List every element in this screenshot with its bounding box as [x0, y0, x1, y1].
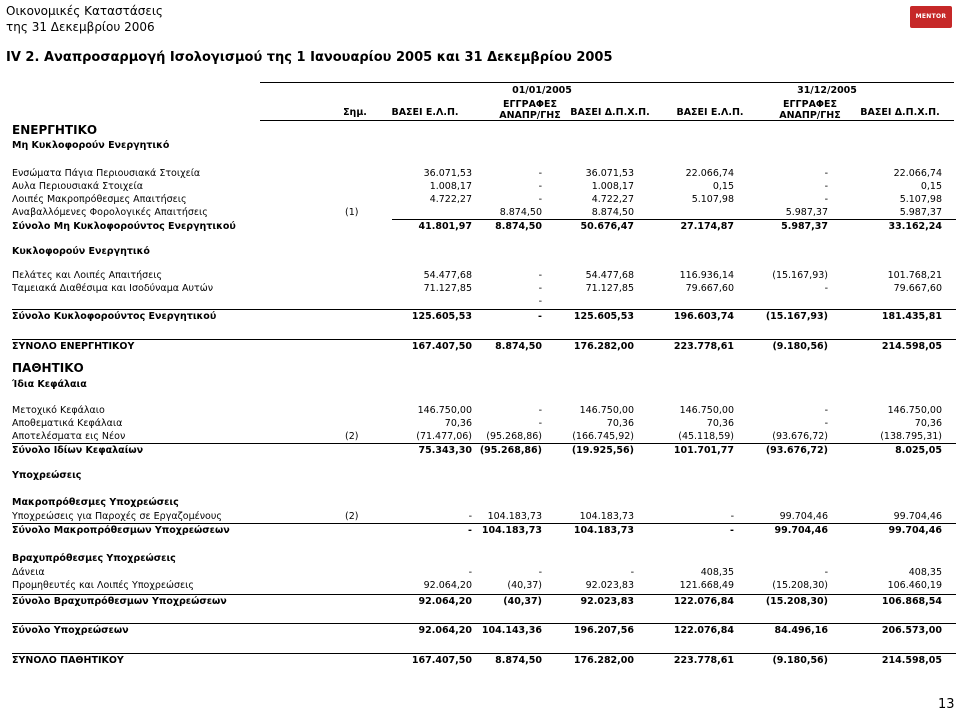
row-label: Μετοχικό Κεφάλαιο — [12, 405, 105, 416]
col-elp-2: ΒΑΣΕΙ Ε.Λ.Π. — [676, 107, 744, 118]
cell: - — [824, 181, 828, 192]
row-note: (2) — [345, 431, 359, 442]
cell: (9.180,56) — [772, 655, 828, 666]
date-header-1: 01/01/2005 — [512, 85, 572, 96]
row-label: Ενσώματα Πάγια Περιουσιακά Στοιχεία — [12, 168, 201, 179]
row-label: Αυλα Περιουσιακά Στοιχεία — [12, 181, 143, 192]
logo-text: MENTOR — [915, 13, 947, 20]
section-title-text: Αναπροσαρμογή Ισολογισμού της 1 Ιανουαρίου 2005 και 31 Δεκεμβρίου 2005 — [44, 50, 613, 65]
rule — [12, 443, 956, 444]
total-row — [0, 340, 960, 353]
cell: 104.183,73 — [487, 511, 542, 522]
rule — [12, 339, 956, 340]
row-label: ΣΥΝΟΛΟ ΕΝΕΡΓΗΤΙΚΟΥ — [12, 341, 135, 352]
liabilities-heading: ΠΑΘΗΤΙΚΟ — [12, 361, 84, 375]
cell: 70,36 — [914, 418, 942, 429]
equity-heading: Ίδια Κεφάλαια — [12, 379, 87, 390]
cell: 214.598,05 — [881, 655, 942, 666]
cell: - — [824, 194, 828, 205]
cell: - — [468, 525, 472, 536]
header-line-1: Οικονομικές Καταστάσεις — [6, 4, 163, 18]
cell: 22.066,74 — [893, 168, 942, 179]
rule — [12, 653, 956, 654]
table-row — [0, 193, 960, 206]
row-label: Σύνολο Υποχρεώσεων — [12, 625, 129, 636]
cell: 0,15 — [712, 181, 734, 192]
cell: 214.598,05 — [881, 341, 942, 352]
shortterm-heading: Βραχυπρόθεσμες Υποχρεώσεις — [12, 553, 176, 564]
cell: (138.795,31) — [880, 431, 942, 442]
cell: 5.107,98 — [691, 194, 734, 205]
cell: 36.071,53 — [585, 168, 634, 179]
note-column-header: Σημ. — [343, 107, 367, 118]
cell: 167.407,50 — [411, 655, 472, 666]
cell: - — [824, 567, 828, 578]
cell: (166.745,92) — [572, 431, 634, 442]
cell: 122.076,84 — [673, 596, 734, 607]
cell: 71.127,85 — [423, 283, 472, 294]
cell: 104.183,73 — [481, 525, 542, 536]
row-label: Αποτελέσματα εις Νέον — [12, 431, 126, 442]
cell: 92.023,83 — [580, 596, 634, 607]
total-row — [0, 654, 960, 667]
row-label: Σύνολο Μη Κυκλοφορούντος Ενεργητικού — [12, 221, 236, 232]
cell: - — [538, 405, 542, 416]
cell: (15.208,30) — [765, 596, 828, 607]
row-label: Σύνολο Βραχυπρόθεσμων Υποχρεώσεων — [12, 596, 227, 607]
cell: 206.573,00 — [881, 625, 942, 636]
cell: 104.183,73 — [579, 511, 634, 522]
section-title — [6, 50, 613, 65]
row-label: Σύνολο Ιδίων Κεφαλαίων — [12, 445, 144, 456]
cell: 70,36 — [444, 418, 472, 429]
noncurrent-heading: Μη Κυκλοφορούν Ενεργητικό — [12, 140, 170, 151]
cell: - — [630, 567, 634, 578]
cell: 99.704,46 — [888, 525, 942, 536]
header-bottom-rule — [260, 120, 954, 121]
cell: - — [824, 418, 828, 429]
cell: 167.407,50 — [411, 341, 472, 352]
cell: 104.143,36 — [481, 625, 542, 636]
rule — [12, 594, 956, 595]
cell: 4.722,27 — [429, 194, 472, 205]
cell: 36.071,53 — [423, 168, 472, 179]
cell: - — [468, 511, 472, 522]
cell: 50.676,47 — [580, 221, 634, 232]
cell: 41.801,97 — [418, 221, 472, 232]
page-number: 13 — [938, 697, 955, 712]
cell: 84.496,16 — [774, 625, 828, 636]
longterm-heading: Μακροπρόθεσμες Υποχρεώσεις — [12, 497, 179, 508]
cell: 104.183,73 — [573, 525, 634, 536]
cell: 146.750,00 — [417, 405, 472, 416]
row-label: Προμηθευτές και Λοιπές Υποχρεώσεις — [12, 580, 194, 591]
row-note: (2) — [345, 511, 359, 522]
cell: 0,15 — [920, 181, 942, 192]
cell: - — [538, 181, 542, 192]
cell: - — [538, 283, 542, 294]
cell: 8.874,50 — [495, 655, 542, 666]
rule — [12, 523, 956, 524]
cell: (15.167,93) — [765, 311, 828, 322]
cell: (15.208,30) — [772, 580, 828, 591]
cell: 92.064,20 — [418, 625, 472, 636]
cell: - — [730, 511, 734, 522]
cell: 27.174,87 — [680, 221, 734, 232]
cell: (40,37) — [503, 596, 542, 607]
cell: - — [468, 567, 472, 578]
cell: 92.023,83 — [585, 580, 634, 591]
cell: - — [538, 567, 542, 578]
cell: (15.167,93) — [772, 270, 828, 281]
cell: 99.704,46 — [774, 525, 828, 536]
cell: 146.750,00 — [679, 405, 734, 416]
col-dpxp-1: ΒΑΣΕΙ Δ.Π.Χ.Π. — [570, 107, 650, 118]
cell: 1.008,17 — [429, 181, 472, 192]
cell: 5.107,98 — [899, 194, 942, 205]
cell: 125.605,53 — [411, 311, 472, 322]
cell: 176.282,00 — [573, 655, 634, 666]
subtotal-row — [0, 595, 960, 608]
cell: 5.987,37 — [785, 207, 828, 218]
row-label: Σύνολο Κυκλοφορούντος Ενεργητικού — [12, 311, 217, 322]
table-row — [0, 417, 960, 430]
company-logo — [910, 6, 952, 28]
cell: (19.925,56) — [571, 445, 634, 456]
current-heading: Κυκλοφορούν Ενεργητικό — [12, 246, 150, 257]
table-row — [0, 404, 960, 417]
rule — [392, 219, 956, 220]
cell: 176.282,00 — [573, 341, 634, 352]
row-label: Αποθεματικά Κεφάλαια — [12, 418, 123, 429]
row-note: (1) — [345, 207, 359, 218]
cell: 79.667,60 — [685, 283, 734, 294]
subtotal-row — [0, 624, 960, 637]
cell: 79.667,60 — [893, 283, 942, 294]
cell: 196.603,74 — [673, 311, 734, 322]
cell: - — [538, 418, 542, 429]
table-row — [0, 295, 960, 308]
cell: (95.268,86) — [486, 431, 542, 442]
cell: 99.704,46 — [893, 511, 942, 522]
cell: 54.477,68 — [423, 270, 472, 281]
cell: (40,37) — [507, 580, 542, 591]
table-row — [0, 566, 960, 579]
cell: - — [824, 405, 828, 416]
cell: 70,36 — [606, 418, 634, 429]
cell: 4.722,27 — [591, 194, 634, 205]
cell: 106.460,19 — [887, 580, 942, 591]
col-adj-1: ΕΓΓΡΑΦΕΣ ΑΝΑΠΡ/ΓΗΣ — [499, 99, 561, 121]
cell: 181.435,81 — [881, 311, 942, 322]
cell: 5.987,37 — [899, 207, 942, 218]
table-row — [0, 579, 960, 592]
subtotal-row — [0, 444, 960, 457]
cell: - — [824, 283, 828, 294]
cell: 54.477,68 — [585, 270, 634, 281]
cell: 121.668,49 — [679, 580, 734, 591]
cell: (71.477,06) — [416, 431, 472, 442]
date-header-2: 31/12/2005 — [797, 85, 857, 96]
table-row — [0, 430, 960, 443]
table-row — [0, 269, 960, 282]
row-label: Λοιπές Μακροπρόθεσμες Απαιτήσεις — [12, 194, 187, 205]
assets-heading: ΕΝΕΡΓΗΤΙΚΟ — [12, 123, 98, 137]
rule — [12, 309, 956, 310]
cell: 122.076,84 — [673, 625, 734, 636]
cell: 33.162,24 — [888, 221, 942, 232]
row-label: ΣΥΝΟΛΟ ΠΑΘΗΤΙΚΟΥ — [12, 655, 124, 666]
table-row — [0, 206, 960, 219]
section-number: IV 2. — [6, 50, 40, 65]
cell: 101.768,21 — [887, 270, 942, 281]
cell: (93.676,72) — [772, 431, 828, 442]
row-label: Αναβαλλόμενες Φορολογικές Απαιτήσεις — [12, 207, 208, 218]
cell: 116.936,14 — [679, 270, 734, 281]
cell: - — [538, 168, 542, 179]
cell: 75.343,30 — [418, 445, 472, 456]
cell: 92.064,20 — [418, 596, 472, 607]
cell: 146.750,00 — [887, 405, 942, 416]
cell: 8.874,50 — [499, 207, 542, 218]
subtotal-row — [0, 524, 960, 537]
row-label: Πελάτες και Λοιπές Απαιτήσεις — [12, 270, 163, 281]
cell: 22.066,74 — [685, 168, 734, 179]
cell: 125.605,53 — [573, 311, 634, 322]
table-row — [0, 282, 960, 295]
cell: 92.064,20 — [423, 580, 472, 591]
cell: - — [538, 194, 542, 205]
table-row — [0, 180, 960, 193]
header-line-2: της 31 Δεκεμβρίου 2006 — [6, 20, 155, 34]
obligations-heading: Υποχρεώσεις — [12, 470, 82, 481]
row-label: Δάνεια — [12, 567, 45, 578]
cell: 196.207,56 — [573, 625, 634, 636]
cell: 408,35 — [700, 567, 734, 578]
cell: 223.778,61 — [673, 341, 734, 352]
cell: (45.118,59) — [678, 431, 734, 442]
subtotal-row — [0, 310, 960, 323]
cell: - — [824, 168, 828, 179]
row-label: Υποχρεώσεις για Παροχές σε Εργαζομένους — [12, 511, 222, 522]
cell: (95.268,86) — [479, 445, 542, 456]
cell: 99.704,46 — [779, 511, 828, 522]
cell: 146.750,00 — [579, 405, 634, 416]
col-elp-1: ΒΑΣΕΙ Ε.Λ.Π. — [391, 107, 459, 118]
table-row — [0, 167, 960, 180]
cell: 8.874,50 — [495, 341, 542, 352]
cell: - — [538, 296, 542, 307]
cell: (93.676,72) — [765, 445, 828, 456]
cell: - — [538, 270, 542, 281]
row-label: Ταμειακά Διαθέσιμα και Ισοδύναμα Αυτών — [12, 283, 213, 294]
cell: 408,35 — [908, 567, 942, 578]
col-dpxp-2: ΒΑΣΕΙ Δ.Π.Χ.Π. — [860, 107, 940, 118]
cell: 1.008,17 — [591, 181, 634, 192]
row-label: Σύνολο Μακροπρόθεσμων Υποχρεώσεων — [12, 525, 230, 536]
col-adj-2: ΕΓΓΡΑΦΕΣ ΑΝΑΠΡ/ΓΗΣ — [779, 99, 841, 121]
cell: 223.778,61 — [673, 655, 734, 666]
cell: 8.025,05 — [895, 445, 942, 456]
cell: 5.987,37 — [781, 221, 828, 232]
cell: 8.874,50 — [591, 207, 634, 218]
cell: (9.180,56) — [772, 341, 828, 352]
cell: 70,36 — [706, 418, 734, 429]
rule — [12, 623, 956, 624]
cell: 71.127,85 — [585, 283, 634, 294]
cell: - — [730, 525, 734, 536]
subtotal-row — [0, 220, 960, 233]
cell: 106.868,54 — [881, 596, 942, 607]
table-row — [0, 510, 960, 523]
cell: - — [538, 311, 542, 322]
cell: 101.701,77 — [673, 445, 734, 456]
cell: 8.874,50 — [495, 221, 542, 232]
header-top-rule — [260, 82, 954, 83]
